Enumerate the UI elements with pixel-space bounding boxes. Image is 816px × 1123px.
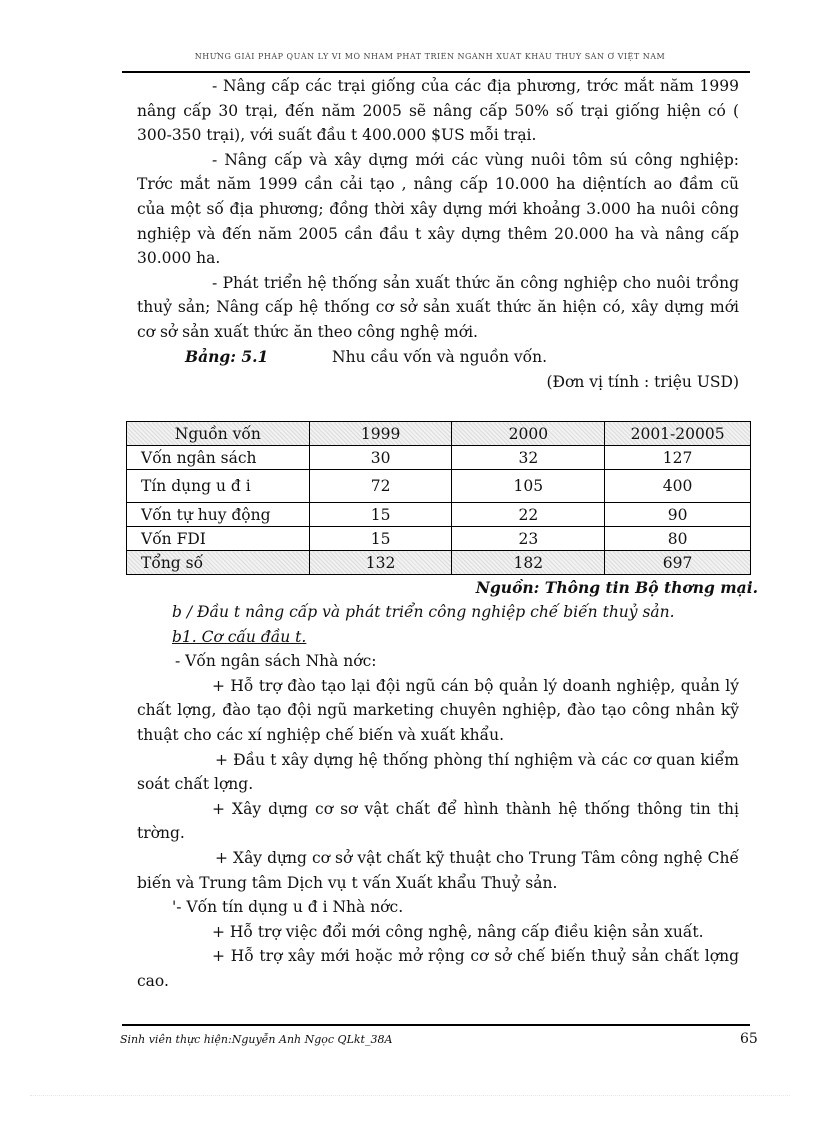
cell-value: 30 [309,446,452,470]
cell-value: 32 [452,446,605,470]
bullet-item: + Hỗ trợ việc đổi mới công nghệ, nâng cấp điều kiện sản xuất. [212,922,704,941]
total-label: Tổng số [127,551,310,575]
table-source: Nguồn: Thông tin Bộ thơng mại. [475,578,758,597]
cell-value: 15 [309,527,452,551]
cell-value: 80 [605,527,751,551]
paragraph-1: - Nâng cấp các trại giống của các địa phương, trớc mắt năm 1999 nâng cấp 30 trại, đến năm 2005 sẽ nâng cấp 50% số trại giống hiện có ( 300-350 trại), với suất đầu t 400.000 $US mỗi trại. [137,77,739,145]
paragraph-2: - Nâng cấp và xây dựng mới các vùng nuôi tôm sú công nghiệp: Trớc mắt năm 1999 cần cải tạo , nâng cấp 10.000 ha diệntích ao đầm cũ của một số địa phương; đồng thời xây dựng mới khoảng 3.000 ha nuôi công nghiệp và đến năm 2005 cần đầu t xây dựng thêm 20.000 ha và nâng cấp 30.000 ha. [137,150,739,268]
cell-value: 72 [309,470,452,503]
cell-value: 90 [605,503,751,527]
row-label: Vốn ngân sách [127,446,310,470]
page-edge-divider [30,1095,790,1096]
table-title: Nhu cầu vốn và nguồn vốn. [332,347,548,366]
footer-rule [122,1024,750,1026]
bullet-item: + Hỗ trợ xây mới hoặc mở rộng cơ sở chế biến thuỷ sản chất lợng cao. [137,947,739,990]
col-header-1999: 1999 [309,422,452,446]
bullet-item: + Xây dựng cơ sơ vật chất để hình thành hệ thống thông tin thị trờng. [137,799,739,843]
paragraph-3: - Phát triển hệ thống sản xuất thức ăn công nghiệp cho nuôi trồng thuỷ sản; Nâng cấp hệ thống cơ sở sản xuất thức ăn hiện có, xây dựng mới cơ sở sản xuất thức ăn theo công nghệ mới. [137,273,739,341]
row-label: Tín dụng u đ i [127,470,310,503]
total-value: 132 [309,551,452,575]
col-header-2000: 2000 [452,422,605,446]
row-label: Vốn tự huy động [127,503,310,527]
table-row [127,503,751,527]
table-total-row [127,551,751,575]
table-unit: (Đơn vị tính : triệu USD) [546,372,739,391]
table-label: Bảng: 5.1 [185,346,269,366]
bullet-item: + Xây dựng cơ sở vật chất kỹ thuật cho Trung Tâm công nghệ Chế biến và Trung tâm Dịch vụ t vấn Xuất khẩu Thuỷ sản. [137,848,739,892]
table-header-row [127,422,751,446]
section-subheading: b1. Cơ cấu đầu t. [172,627,307,646]
budget-item: - Vốn ngân sách Nhà nớc: [175,652,377,671]
page-number: 65 [740,1031,758,1047]
bullet-item: + Đầu t xây dựng hệ thống phòng thí nghiệm và các cơ quan kiểm soát chất lợng. [137,750,739,794]
col-header-2001-2005: 2001-20005 [605,422,751,446]
cell-value: 127 [605,446,751,470]
cell-value: 105 [452,470,605,503]
table-row [127,527,751,551]
cell-value: 23 [452,527,605,551]
capital-table [126,421,751,575]
body-bottom [137,600,739,994]
total-value: 182 [452,551,605,575]
cell-value: 400 [605,470,751,503]
header-rule [122,71,750,73]
body-top [137,74,739,394]
cell-value: 15 [309,503,452,527]
row-label: Vốn FDI [127,527,310,551]
table-row [127,470,751,503]
col-header-source: Nguồn vốn [127,422,310,446]
table-row [127,446,751,470]
table-caption [137,345,739,370]
credit-item: '- Vốn tín dụng u đ i Nhà nớc. [172,898,404,917]
footer-author: Sinh viên thực hiện:Nguyễn Anh Ngọc QLkt_38A [120,1033,393,1046]
running-header: NHỮNG GIẢI PHÁP QUẢN LÝ VĨ MÔ NHẰM PHÁT TRIỂN NGÀNH XUẤT KHẨU THUỶ SẢN Ở VIỆT NAM [194,52,666,61]
section-heading: b / Đầu t nâng cấp và phát triển công nghiệp chế biến thuỷ sản. [172,603,675,621]
total-value: 697 [605,551,751,575]
bullet-item: + Hỗ trợ đào tạo lại đội ngũ cán bộ quản lý doanh nghiệp, quản lý chất lợng, đào tạo đội ngũ marketing chuyên nghiệp, đào tạo công nhân kỹ thuật cho các xí nghiệp chế biến và xuất khẩu. [137,676,739,744]
cell-value: 22 [452,503,605,527]
